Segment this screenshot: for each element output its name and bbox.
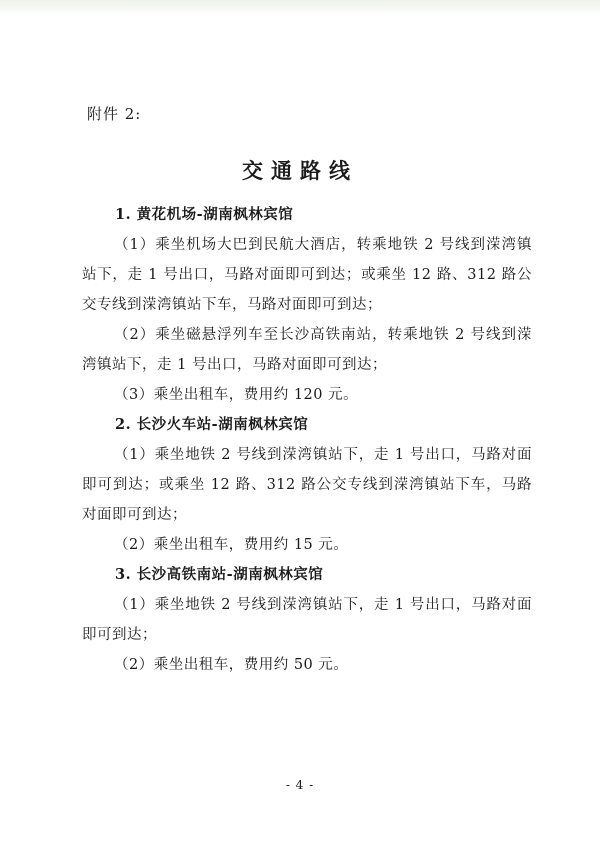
page-title: 交通路线 (242, 158, 358, 183)
route-high-speed-south (82, 560, 532, 680)
route-railway-station (82, 410, 532, 560)
route-option: （2）乘坐出租车，费用约 50 元。 (114, 657, 349, 673)
route-option: （1）乘坐地铁 2 号线到溁湾镇站下，走 1 号出口，马路对面即可到达；或乘坐 12 路、312 路公交专线到溁湾镇站下车，马路对面即可到达； (82, 447, 532, 523)
route-option: （1）乘坐机场大巴到民航大酒店，转乘地铁 2 号线到溁湾镇站下，走 1 号出口，马路对面即可到达；或乘坐 12 路、312 路公交专线到溁湾镇站下车，马路对面即可到达； (82, 237, 532, 313)
route-heading: 3. 长沙高铁南站-湖南枫林宾馆 (115, 566, 324, 583)
route-airport (82, 200, 532, 410)
route-option: （2）乘坐磁悬浮列车至长沙高铁南站，转乘地铁 2 号线到溁湾镇站下，走 1 号出口，马路对面即可到达； (82, 327, 532, 373)
routes-section (82, 200, 532, 680)
route-heading: 1. 黄花机场-湖南枫林宾馆 (115, 206, 294, 223)
route-option: （1）乘坐地铁 2 号线到溁湾镇站下，走 1 号出口，马路对面即可到达； (82, 597, 532, 643)
route-option: （3）乘坐出租车，费用约 120 元。 (114, 387, 359, 403)
route-option: （2）乘坐出租车，费用约 15 元。 (114, 537, 349, 553)
route-heading: 2. 长沙火车站-湖南枫林宾馆 (115, 416, 309, 433)
attachment-label: 附件 2: (87, 105, 142, 123)
page-number: - 4 - (285, 778, 315, 792)
